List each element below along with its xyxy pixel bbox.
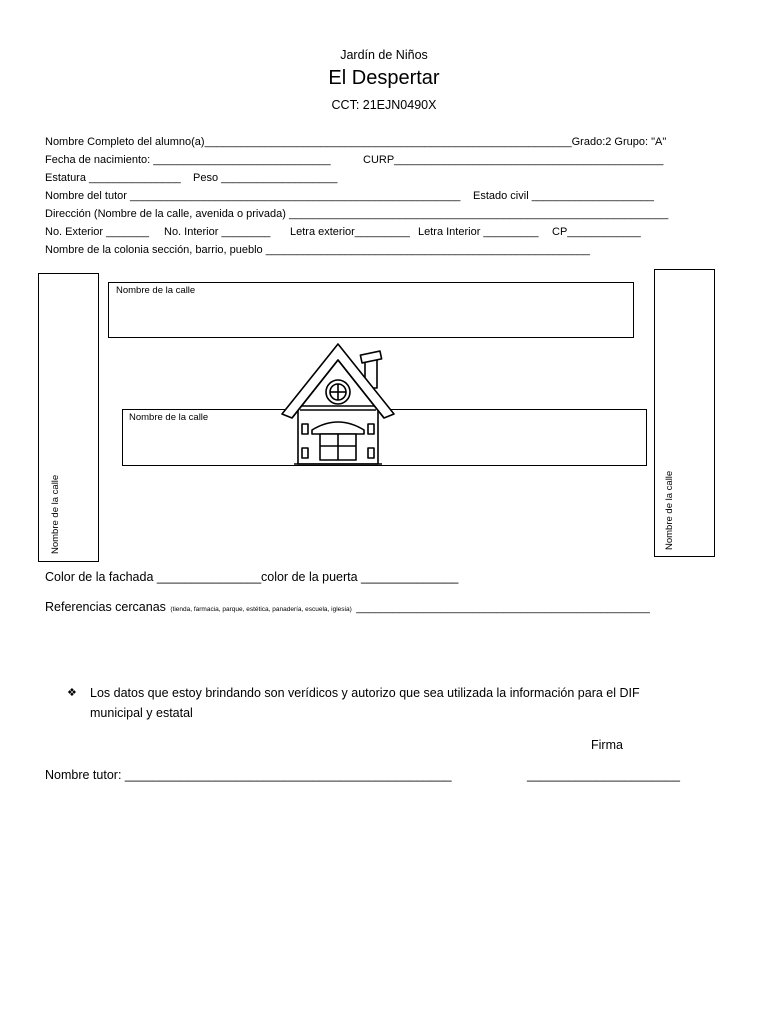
postal-code-field[interactable]: CP____________ [552,226,641,238]
signature-line[interactable]: ______________________ [527,768,680,782]
door-color-field[interactable]: color de la puerta ______________ [261,570,459,584]
marital-status-field[interactable]: Estado civil ____________________ [473,190,655,202]
references-label: Referencias cercanas [45,600,166,614]
declaration-line-2: municipal y estatal [90,706,193,720]
birth-date-field[interactable]: Fecha de nacimiento: _____________________________ [45,154,331,166]
middle-street-label: Nombre de la calle [129,412,209,423]
top-street-box[interactable] [108,282,634,338]
ext-number-field[interactable]: No. Exterior _______ [45,226,149,238]
int-letter-field[interactable]: Letra Interior _________ [418,226,539,238]
ext-letter-field[interactable]: Letra exterior_________ [290,226,410,238]
top-street-label: Nombre de la calle [116,285,196,296]
references-examples: (tienda, farmacia, parque, estética, panadería, escuela, iglesia) [170,606,352,613]
neighborhood-field[interactable]: Nombre de la colonia sección, barrio, pueblo _____________________________________________________ [45,244,590,256]
weight-field[interactable]: Peso ___________________ [193,172,338,184]
signature-label: Firma [591,738,623,752]
references-field[interactable] [45,598,650,616]
student-name-field[interactable]: Nombre Completo del alumno(a)____________________________________________________________Grado:2 Grupo: "A" [45,136,667,148]
int-number-field[interactable]: No. Interior ________ [164,226,271,238]
references-line: ________________________________________________ [356,602,650,614]
school-name: El Despertar [328,67,440,89]
right-street-label: Nombre de la calle [664,470,675,550]
right-street-box[interactable] [654,269,715,557]
tutor-signature-name-field[interactable]: Nombre tutor: _______________________________________________ [45,768,452,782]
tutor-name-field[interactable]: Nombre del tutor ______________________________________________________ [45,190,461,202]
school-type: Jardín de Niños [340,48,428,62]
house-icon [278,340,398,468]
facade-color-field[interactable]: Color de la fachada _______________ [45,570,262,584]
declaration-line-1: Los datos que estoy brindando son verídicos y autorizo que sea utilizada la información para el DIF [90,686,640,700]
address-field[interactable]: Dirección (Nombre de la calle, avenida o privada) ______________________________________________________________ [45,208,669,220]
left-street-label: Nombre de la calle [50,474,61,554]
cct-code: CCT: 21EJN0490X [331,98,437,112]
height-field[interactable]: Estatura _______________ [45,172,181,184]
diamond-bullet-icon: ❖ [67,687,77,699]
curp-field[interactable]: CURP____________________________________________ [363,154,664,166]
left-street-box[interactable] [38,273,99,562]
